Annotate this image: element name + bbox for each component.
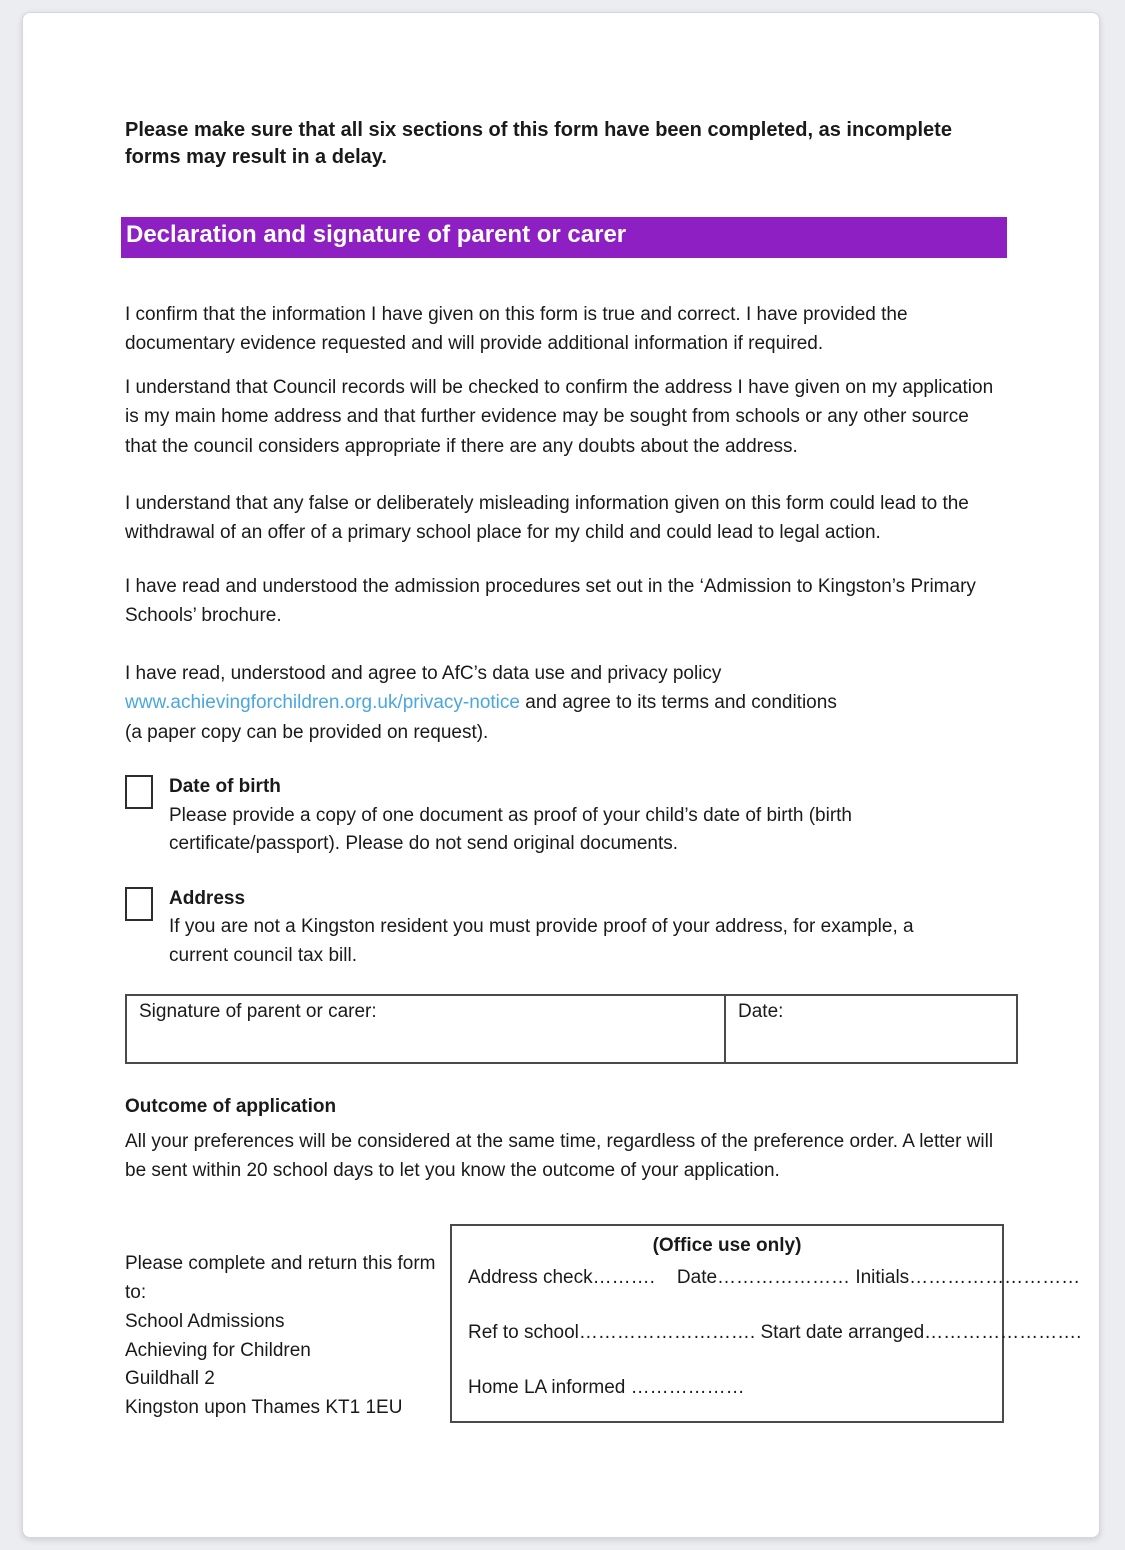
office-use-line-1 [468, 1266, 1081, 1289]
privacy-line-3: (a paper copy can be provided on request). [125, 721, 489, 743]
office-use-line-3 [468, 1377, 986, 1399]
date-of-birth-text-block [169, 773, 969, 859]
return-address-intro: Please complete and return this form to: [125, 1252, 436, 1303]
bottom-section [125, 1224, 1082, 1423]
date-field[interactable] [726, 996, 1016, 1062]
date-of-birth-label: Date of birth [169, 776, 281, 798]
signature-field-label: Signature of parent or carer: [139, 1001, 377, 1023]
declaration-paragraph-3: I understand that any false or deliberately misleading information given on this form could lead to the withdrawal of an offer of a primary school place for my child and could lead to legal action. [125, 492, 969, 544]
page-content [23, 13, 1099, 1423]
address-checkbox[interactable] [125, 887, 153, 921]
return-address-line: Kingston upon Thames KT1 1EU [125, 1397, 403, 1419]
return-address-block [125, 1224, 450, 1423]
signature-field[interactable] [127, 996, 726, 1062]
ref-to-school-dotted-field: Ref to school………………………. Start date arranged……………………. [468, 1321, 1082, 1343]
return-address-line: Achieving for Children [125, 1339, 311, 1361]
address-description: If you are not a Kingston resident you must provide proof of your address, for example, a current council tax bill. [169, 916, 914, 966]
section-banner-title: Declaration and signature of parent or carer [126, 221, 627, 248]
date-initials-dotted-field: Date………………… Initials……………………… [676, 1266, 1081, 1288]
checklist-item-date-of-birth [125, 773, 1004, 859]
privacy-line-1: I have read, understood and agree to AfC’s data use and privacy policy [125, 662, 722, 684]
privacy-line-2-tail: and agree to its terms and conditions [519, 692, 837, 714]
declaration-paragraph-1: I confirm that the information I have given on this form is true and correct. I have provided the documentary evidence requested and will provide additional information if required. [125, 303, 908, 355]
address-check-dotted-field: Address check………. [468, 1266, 655, 1288]
section-banner [121, 217, 1007, 258]
return-address-line: School Admissions [125, 1310, 285, 1332]
office-use-line-2 [468, 1321, 1082, 1344]
date-field-label: Date: [738, 1001, 784, 1023]
office-use-title: (Office use only) [652, 1234, 802, 1256]
address-text-block [169, 885, 969, 971]
declaration-paragraph-4: I have read and understood the admission procedures set out in the ‘Admission to Kingston’s Primary Schools’ brochure. [125, 575, 976, 627]
return-address-line: Guildhall 2 [125, 1368, 215, 1390]
date-of-birth-description: Please provide a copy of one document as proof of your child’s date of birth (birth certificate/passport). Please do not send original documents. [169, 804, 852, 855]
date-of-birth-checkbox[interactable] [125, 775, 153, 809]
office-use-box [450, 1224, 1082, 1423]
privacy-policy-link[interactable]: www.achievingforchildren.org.uk/privacy-notice [125, 692, 520, 714]
outcome-heading: Outcome of application [125, 1096, 337, 1118]
document-page [22, 12, 1100, 1538]
signature-table [125, 994, 1018, 1064]
intro-note: Please make sure that all six sections of this form have been completed, as incomplete forms may result in a delay. [125, 119, 952, 168]
checklist-item-address [125, 885, 1004, 971]
outcome-paragraph: All your preferences will be considered at the same time, regardless of the preference order. A letter will be sent within 20 school days to let you know the outcome of your application. [125, 1131, 994, 1182]
address-label: Address [169, 887, 246, 909]
privacy-policy-paragraph [125, 659, 1004, 747]
home-la-informed-dotted-field: Home LA informed ……………… [468, 1376, 745, 1398]
privacy-line-2 [125, 688, 1004, 717]
declaration-paragraph-2: I understand that Council records will be checked to confirm the address I have given on my application is my main home address and that further evidence may be sought from schools or any other source that the council considers appropriate if there are any doubts about the address. [125, 376, 994, 457]
